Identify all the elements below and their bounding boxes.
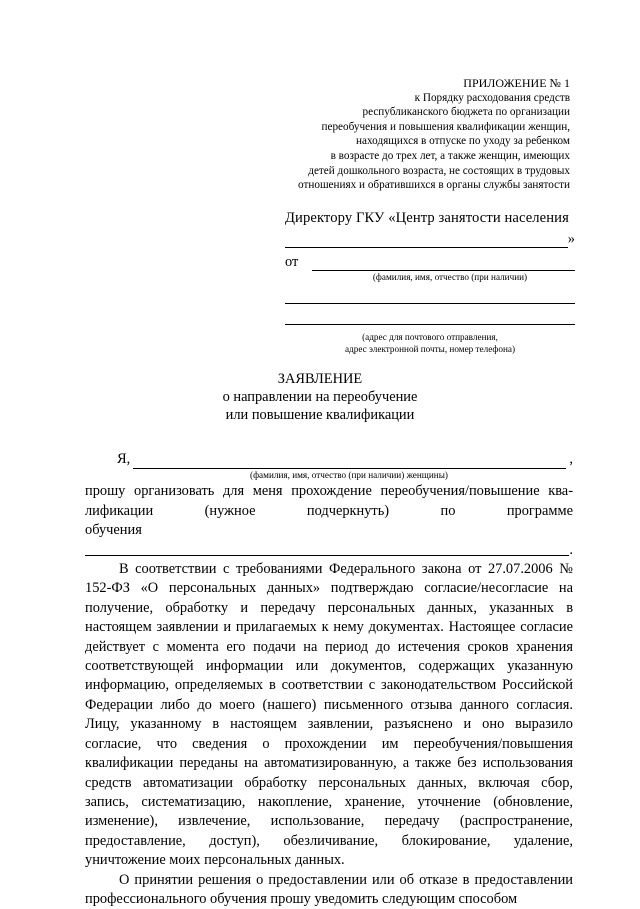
title-line-1: о направлении на переобучение	[222, 389, 418, 405]
appendix-line: находящихся в отпуске по уходу за ребенком	[356, 135, 570, 148]
ya-comma: ,	[569, 451, 573, 467]
appendix-line: в возрасте до трех лет, а также женщин, имеющих	[330, 149, 570, 162]
ya-label: Я,	[117, 451, 131, 467]
request-end: .	[569, 541, 573, 558]
appendix-number: ПРИЛОЖЕНИЕ № 1	[463, 76, 570, 90]
addressee-block	[285, 210, 575, 355]
request-line-1: прошу организовать для меня прохождение переобучения/повышение ква-	[85, 483, 573, 500]
address-field-1[interactable]	[285, 289, 575, 304]
address-caption-2: адрес электронной почты, номер телефона)	[344, 344, 516, 354]
quote-close: »	[567, 231, 575, 247]
name-caption: (фамилия, имя, отчество (при наличии)	[372, 272, 528, 282]
address-field-2[interactable]	[285, 310, 575, 325]
title-line-2: или повышение квалификации	[225, 407, 415, 423]
appendix-line: детей дошкольного возраста, не состоящих в трудовых	[308, 164, 570, 177]
title-heading: ЗАЯВЛЕНИЕ	[277, 371, 363, 387]
ya-caption: (фамилия, имя, отчество (при наличии) женщины)	[250, 470, 448, 481]
appendix-header	[270, 76, 570, 193]
program-field[interactable]	[85, 543, 569, 556]
center-name-field[interactable]	[285, 233, 568, 248]
appendix-line: переобучения и повышения квалификации женщин,	[321, 120, 570, 133]
applicant-name-field[interactable]	[312, 256, 575, 271]
document-body	[85, 450, 573, 909]
consent-paragraph: В соответствии с требованиями Федерального закона от 27.07.2006 № 152-ФЗ «О персональных данных» подтверждаю согласие/несогласие на получение, обработку и передачу персональных данных, указанных в настоящем заявлении и прилагаемых к нему документах. Настоящее согласие действует с момента его подачи на период до истечения сроков хранения соответствующей информации или документов, содержащих указанную информацию, определяемых в соответствии с законодательством Российской Федерации либо до моего (нашего) письменного отзыва данного согласия. Лицу, указанному в настоящем заявлении, разъяснено и оно выразило согласие, что сведения о прохождении им переобучения/повышения квалификации переданы на автоматизированную, а также без использования средств автоматизации обработку персональных данных, включая сбор, запись, систематизацию, накопление, хранение, уточнение (обновление, изменение), извлечение, использование, передачу (распространение, предоставление, доступ), обезличивание, блокирование, удаление, уничтожение моих персональных данных.	[85, 561, 573, 869]
appendix-line: к Порядку расходования средств	[414, 91, 570, 104]
address-caption-1: (адрес для почтового отправления,	[362, 332, 498, 342]
decision-paragraph: О принятии решения о предоставлении или об отказе в предоставлении профессионального обучения прошу уведомить следующим способом	[85, 871, 573, 907]
appendix-line: республиканского бюджета по организации	[362, 106, 570, 119]
appendix-line: отношениях и обратившихся в органы службы занятости	[298, 179, 570, 192]
applicant-full-name-field[interactable]	[133, 454, 566, 469]
from-label: от	[285, 254, 299, 270]
request-line-2: лификации (нужное подчеркнуть) по программе обучения	[85, 502, 573, 539]
document-title	[0, 370, 640, 424]
addressee-title: Директору ГКУ «Центр занятости населения	[285, 210, 569, 226]
